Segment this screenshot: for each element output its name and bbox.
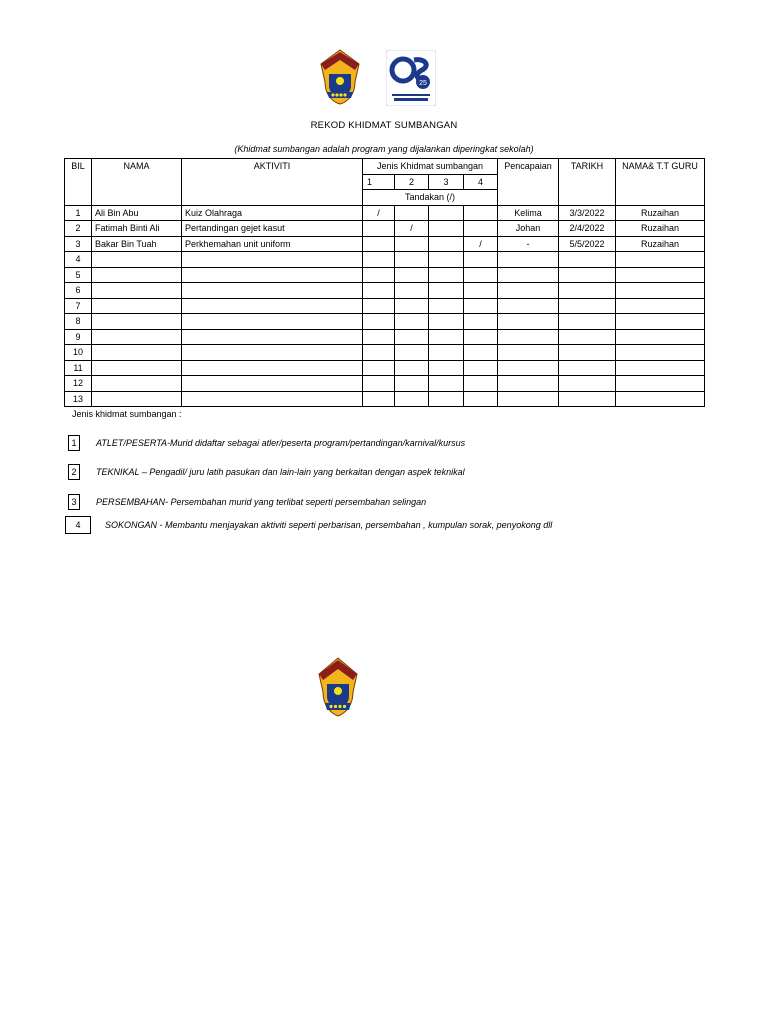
- table-row: [65, 205, 705, 221]
- cell-pencapaian: [498, 329, 559, 345]
- cell-jenis-2: [395, 236, 429, 252]
- school-crest-logo: [315, 48, 365, 106]
- cell-aktiviti: [182, 391, 363, 407]
- table-row: [65, 314, 705, 330]
- cell-jenis-3: [429, 391, 464, 407]
- cell-aktiviti: [182, 252, 363, 268]
- cell-tarikh: [559, 314, 616, 330]
- legend-title: Jenis khidmat sumbangan :: [72, 409, 182, 419]
- cell-guru: [616, 376, 705, 392]
- cell-pencapaian: Kelima: [498, 205, 559, 221]
- legend-description: PERSEMBAHAN- Persembahan murid yang terlibat seperti persembahan selingan: [96, 497, 427, 507]
- table-row: [65, 283, 705, 299]
- cell-jenis-2: [395, 314, 429, 330]
- cell-jenis-1: [363, 298, 395, 314]
- cell-guru: [616, 283, 705, 299]
- cell-nama: [92, 314, 182, 330]
- cell-pencapaian: [498, 252, 559, 268]
- cell-guru: [616, 360, 705, 376]
- cell-jenis-3: [429, 376, 464, 392]
- cell-guru: [616, 314, 705, 330]
- cell-aktiviti: Kuiz Olahraga: [182, 205, 363, 221]
- header-jenis-3: 3: [429, 174, 464, 190]
- cell-jenis-2: [395, 376, 429, 392]
- cell-jenis-3: [429, 345, 464, 361]
- cell-bil: 7: [65, 298, 92, 314]
- cell-pencapaian: [498, 391, 559, 407]
- cell-jenis-3: [429, 252, 464, 268]
- cell-jenis-3: [429, 314, 464, 330]
- school-crest-logo-bottom: [314, 656, 362, 718]
- cell-pencapaian: [498, 314, 559, 330]
- legend-description: TEKNIKAL – Pengadil/ juru latih pasukan dan lain-lain yang berkaitan dengan aspek teknikal: [96, 467, 465, 477]
- cell-bil: 3: [65, 236, 92, 252]
- cell-nama: [92, 329, 182, 345]
- cell-jenis-1: [363, 329, 395, 345]
- cell-guru: Ruzaihan: [616, 221, 705, 237]
- cell-jenis-4: [464, 391, 498, 407]
- cell-nama: [92, 267, 182, 283]
- table-row: [65, 221, 705, 237]
- cell-aktiviti: Pertandingan gejet kasut: [182, 221, 363, 237]
- cell-pencapaian: -: [498, 236, 559, 252]
- table-row: [65, 329, 705, 345]
- cell-aktiviti: [182, 376, 363, 392]
- cell-bil: 8: [65, 314, 92, 330]
- cell-aktiviti: [182, 267, 363, 283]
- cell-bil: 13: [65, 391, 92, 407]
- cell-jenis-4: [464, 329, 498, 345]
- header-row-1: [65, 159, 705, 175]
- cell-guru: [616, 252, 705, 268]
- cell-guru: Ruzaihan: [616, 236, 705, 252]
- cell-bil: 9: [65, 329, 92, 345]
- cell-nama: [92, 376, 182, 392]
- cell-jenis-4: [464, 376, 498, 392]
- rekod-table: [64, 158, 705, 407]
- cell-jenis-4: [464, 205, 498, 221]
- cell-nama: [92, 345, 182, 361]
- cell-bil: 10: [65, 345, 92, 361]
- cell-pencapaian: [498, 360, 559, 376]
- cell-jenis-4: [464, 298, 498, 314]
- cell-tarikh: [559, 329, 616, 345]
- cell-jenis-4: [464, 283, 498, 299]
- cell-aktiviti: [182, 329, 363, 345]
- cell-nama: [92, 283, 182, 299]
- cell-jenis-4: /: [464, 236, 498, 252]
- header-aktiviti: AKTIVITI: [182, 159, 363, 206]
- cell-pencapaian: [498, 376, 559, 392]
- table-row: [65, 345, 705, 361]
- anniversary-number: 25: [419, 80, 427, 87]
- cell-aktiviti: [182, 314, 363, 330]
- cell-aktiviti: [182, 360, 363, 376]
- table-row: [65, 376, 705, 392]
- cell-guru: [616, 329, 705, 345]
- header-jenis-4: 4: [464, 174, 498, 190]
- legend-number-box: 4: [65, 516, 91, 534]
- cell-jenis-2: [395, 205, 429, 221]
- cell-jenis-4: [464, 314, 498, 330]
- header-bil: BIL: [65, 159, 92, 206]
- cell-jenis-3: [429, 283, 464, 299]
- cell-jenis-3: [429, 267, 464, 283]
- cell-aktiviti: [182, 298, 363, 314]
- cell-jenis-2: [395, 298, 429, 314]
- cell-jenis-2: [395, 283, 429, 299]
- cell-bil: 5: [65, 267, 92, 283]
- header-tarikh: TARIKH: [559, 159, 616, 206]
- cell-jenis-2: [395, 391, 429, 407]
- cell-jenis-2: [395, 267, 429, 283]
- header-jenis: Jenis Khidmat sumbangan: [363, 159, 498, 175]
- table-body: [65, 205, 705, 407]
- cell-jenis-1: [363, 345, 395, 361]
- cell-jenis-3: [429, 360, 464, 376]
- legend-description: SOKONGAN - Membantu menjayakan aktiviti seperti perbarisan, persembahan , kumpulan sorak, penyokong dll: [105, 520, 553, 530]
- cell-jenis-3: [429, 298, 464, 314]
- cell-tarikh: 3/3/2022: [559, 205, 616, 221]
- legend-item-3: [68, 494, 426, 510]
- cell-bil: 4: [65, 252, 92, 268]
- cell-jenis-3: [429, 205, 464, 221]
- cell-tarikh: 5/5/2022: [559, 236, 616, 252]
- cell-pencapaian: [498, 267, 559, 283]
- legend-number-box: 1: [68, 435, 80, 451]
- cell-pencapaian: [498, 298, 559, 314]
- cell-tarikh: [559, 298, 616, 314]
- cell-aktiviti: [182, 345, 363, 361]
- cell-jenis-3: [429, 329, 464, 345]
- legend-item-4: [65, 516, 552, 534]
- cell-guru: [616, 345, 705, 361]
- cell-tarikh: [559, 345, 616, 361]
- cell-nama: Bakar Bin Tuah: [92, 236, 182, 252]
- header-guru: NAMA& T.T GURU: [616, 159, 705, 206]
- cell-bil: 1: [65, 205, 92, 221]
- cell-guru: [616, 267, 705, 283]
- cell-jenis-2: [395, 252, 429, 268]
- cell-tarikh: 2/4/2022: [559, 221, 616, 237]
- header-pencapaian: Pencapaian: [498, 159, 559, 206]
- cell-jenis-2: [395, 345, 429, 361]
- cell-guru: [616, 391, 705, 407]
- table-row: [65, 298, 705, 314]
- header-jenis-2: 2: [395, 174, 429, 190]
- cell-tarikh: [559, 360, 616, 376]
- cell-pencapaian: Johan: [498, 221, 559, 237]
- cell-jenis-4: [464, 345, 498, 361]
- cell-jenis-2: [395, 329, 429, 345]
- cell-bil: 2: [65, 221, 92, 237]
- table-row: [65, 267, 705, 283]
- cell-nama: [92, 252, 182, 268]
- cell-bil: 12: [65, 376, 92, 392]
- table-row: [65, 391, 705, 407]
- legend-item-2: [68, 464, 465, 480]
- legend-number-box: 3: [68, 494, 80, 510]
- cell-jenis-1: [363, 283, 395, 299]
- header-jenis-1: 1: [363, 174, 395, 190]
- cell-jenis-2: /: [395, 221, 429, 237]
- cell-jenis-4: [464, 360, 498, 376]
- table-row: [65, 252, 705, 268]
- cell-aktiviti: [182, 283, 363, 299]
- header-nama: NAMA: [92, 159, 182, 206]
- cell-nama: Fatimah Binti Ali: [92, 221, 182, 237]
- legend-description: ATLET/PESERTA-Murid didaftar sebagai atler/peserta program/pertandingan/karnival/kursus: [96, 438, 466, 448]
- cell-tarikh: [559, 376, 616, 392]
- cell-tarikh: [559, 283, 616, 299]
- cell-bil: 6: [65, 283, 92, 299]
- cell-nama: Ali Bin Abu: [92, 205, 182, 221]
- cell-pencapaian: [498, 283, 559, 299]
- cell-nama: [92, 360, 182, 376]
- cell-jenis-1: [363, 236, 395, 252]
- cell-guru: [616, 298, 705, 314]
- table-row: [65, 236, 705, 252]
- table-row: [65, 360, 705, 376]
- cell-nama: [92, 298, 182, 314]
- cell-jenis-1: /: [363, 205, 395, 221]
- 25-anniversary-logo: [386, 50, 436, 106]
- legend-number-box: 2: [68, 464, 80, 480]
- cell-jenis-3: [429, 236, 464, 252]
- cell-pencapaian: [498, 345, 559, 361]
- cell-jenis-2: [395, 360, 429, 376]
- page-title: REKOD KHIDMAT SUMBANGAN: [310, 120, 458, 131]
- page-subtitle: (Khidmat sumbangan adalah program yang dijalankan diperingkat sekolah): [234, 144, 534, 154]
- legend-item-1: [68, 435, 465, 451]
- cell-jenis-1: [363, 252, 395, 268]
- cell-bil: 11: [65, 360, 92, 376]
- cell-guru: Ruzaihan: [616, 205, 705, 221]
- cell-jenis-4: [464, 252, 498, 268]
- cell-jenis-1: [363, 360, 395, 376]
- cell-tarikh: [559, 252, 616, 268]
- cell-nama: [92, 391, 182, 407]
- cell-jenis-1: [363, 221, 395, 237]
- header-tandakan: Tandakan (/): [363, 190, 498, 206]
- cell-tarikh: [559, 267, 616, 283]
- cell-tarikh: [559, 391, 616, 407]
- cell-aktiviti: Perkhemahan unit uniform: [182, 236, 363, 252]
- cell-jenis-1: [363, 391, 395, 407]
- cell-jenis-1: [363, 314, 395, 330]
- cell-jenis-4: [464, 267, 498, 283]
- cell-jenis-1: [363, 376, 395, 392]
- cell-jenis-4: [464, 221, 498, 237]
- cell-jenis-1: [363, 267, 395, 283]
- cell-jenis-3: [429, 221, 464, 237]
